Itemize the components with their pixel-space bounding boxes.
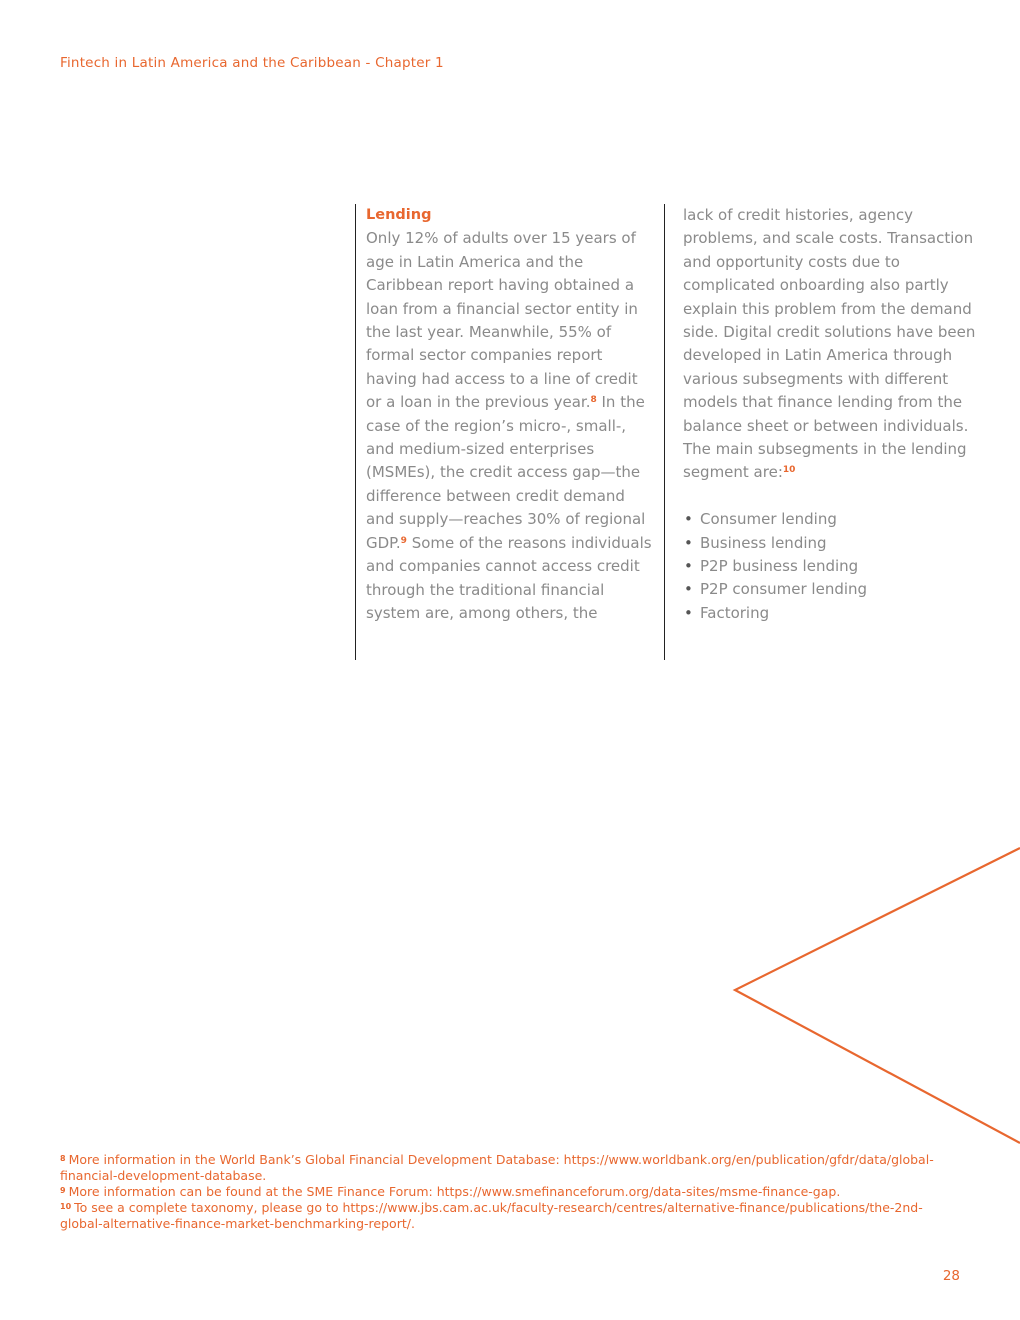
body-text-1: Only 12% of adults over 15 years of age in Latin America and the Caribbean report having obtained a loan from a financial sector entity in the last year. Meanwhile, 55% of formal sector companies report having had access to a line of credit or a loan in the previous year. bbox=[366, 229, 638, 412]
list-item: • Factoring bbox=[683, 602, 983, 625]
footnote-text: More information in the World Bank’s Global Financial Development Database: https://www.worldbank.org/en/publication/gfdr/data/global-financial-development-database. bbox=[60, 1152, 934, 1183]
body-text-3: Some of the reasons individuals and companies cannot access credit through the traditional financial system are, among others, the bbox=[366, 533, 652, 622]
body-text-2: In the case of the region’s micro-, small-, and medium-sized enterprises (MSMEs), the credit access gap—the difference between credit demand and supply—reaches 30% of regional GDP. bbox=[366, 393, 646, 552]
body-text-4: lack of credit histories, agency problems, and scale costs. Transaction and opportunity costs due to complicated onboarding also partly explain this problem from the demand side. Digital credit solutions have been developed in Latin America through various subsegments with different models that finance lending from the balance sheet or between individuals. The main subsegments in the lending segment are: bbox=[683, 206, 976, 482]
list-item: • P2P consumer lending bbox=[683, 578, 983, 601]
section-heading: Lending bbox=[366, 207, 432, 223]
list-item: • P2P business lending bbox=[683, 555, 983, 578]
running-header: Fintech in Latin America and the Caribbean - Chapter 1 bbox=[60, 55, 444, 71]
footnote-9 bbox=[60, 1184, 960, 1200]
footnote-text: To see a complete taxonomy, please go to https://www.jbs.cam.ac.uk/faculty-research/centres/alternative-finance/publications/the-2nd-global-alternative-finance-market-benchmarking-report/. bbox=[60, 1200, 923, 1231]
footnote-text: More information can be found at the SME Finance Forum: https://www.smefinanceforum.org/data-sites/msme-finance-gap. bbox=[68, 1184, 841, 1199]
footnote-10 bbox=[60, 1200, 960, 1232]
footnote-ref-9[interactable]: 9 bbox=[400, 535, 407, 546]
page-number: 28 bbox=[942, 1268, 960, 1284]
footnote-ref-10[interactable]: 10 bbox=[782, 465, 796, 476]
list-item: • Consumer lending bbox=[683, 508, 983, 531]
footnote-number: 8 bbox=[60, 1154, 66, 1163]
footnotes bbox=[60, 1152, 960, 1232]
chevron-line bbox=[735, 848, 1020, 1143]
footnote-number: 9 bbox=[60, 1186, 66, 1195]
list-item: • Business lending bbox=[683, 532, 983, 555]
footnote-ref-8[interactable]: 8 bbox=[590, 395, 597, 406]
footnote-8 bbox=[60, 1152, 960, 1184]
footnote-number: 10 bbox=[60, 1202, 72, 1211]
